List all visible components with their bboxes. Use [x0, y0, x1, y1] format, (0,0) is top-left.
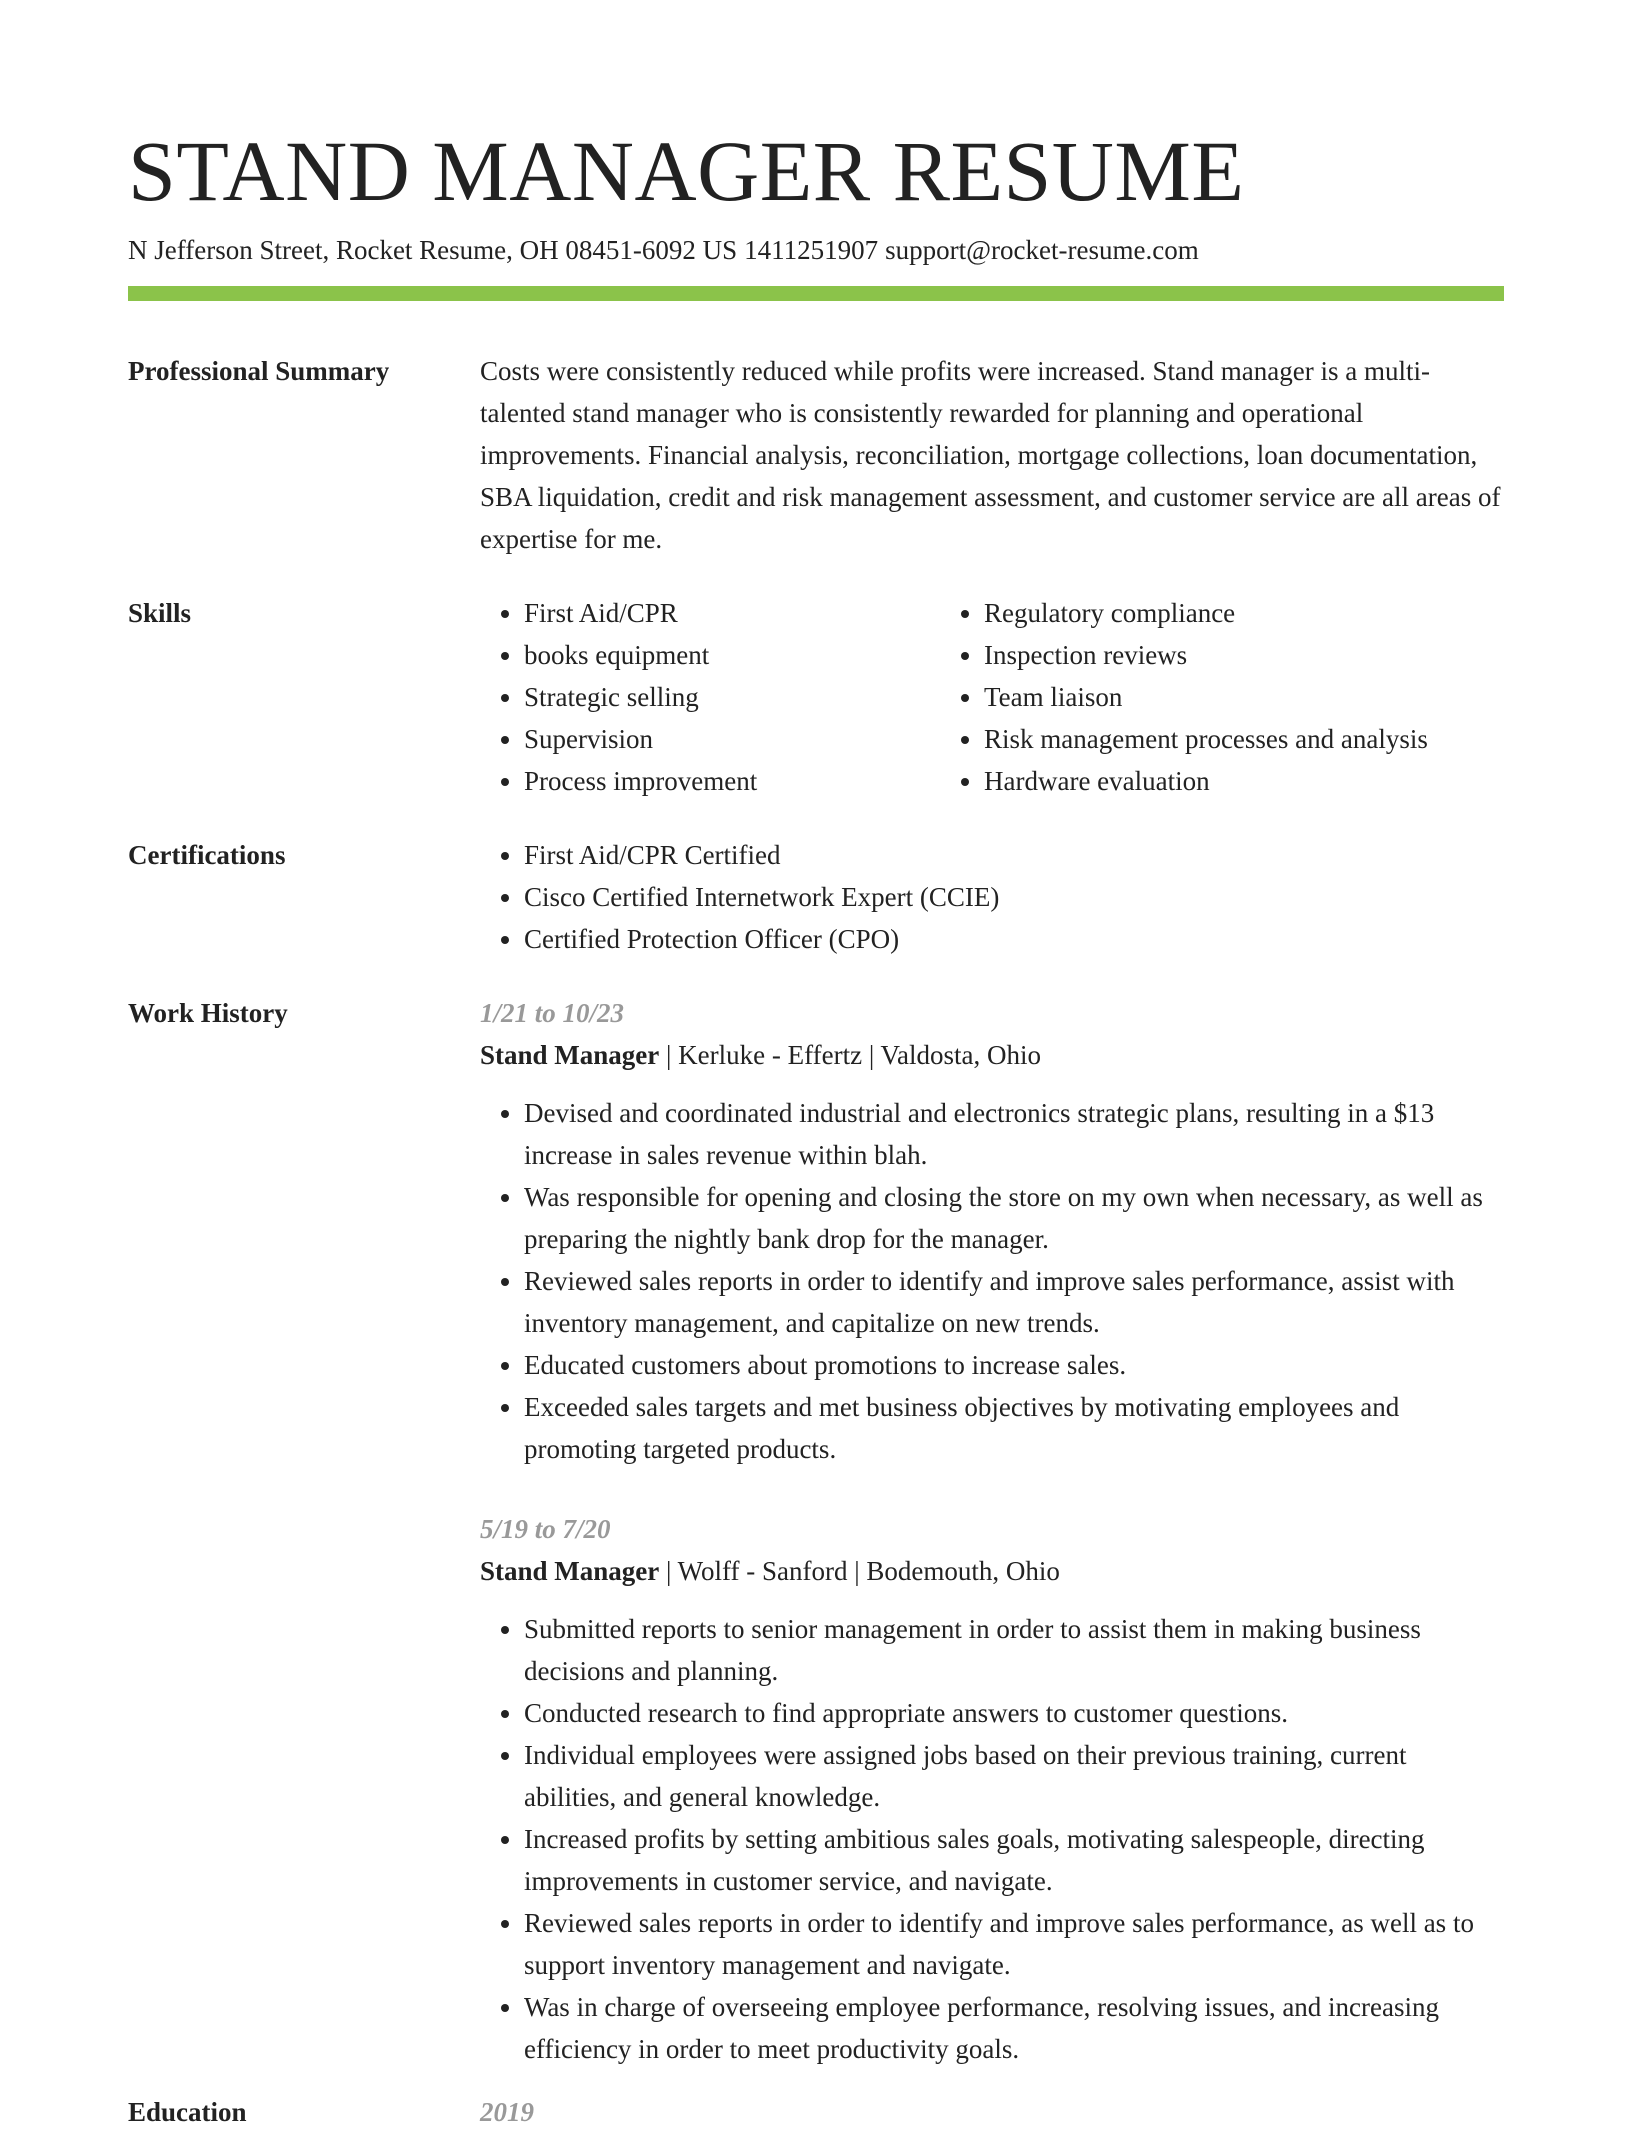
work-history-heading: Work History	[128, 998, 288, 1028]
list-item: • Supervision	[524, 718, 940, 760]
skills-list-left	[480, 592, 940, 802]
list-item: • Reviewed sales reports in order to identify and improve sales performance, assist with inventory management, and capitalize on new trends.	[524, 1260, 1504, 1344]
list-item: • Strategic selling	[524, 676, 940, 718]
list-item: • Hardware evaluation	[984, 760, 1504, 802]
contact-line	[128, 232, 1199, 268]
certifications-heading: Certifications	[128, 840, 286, 870]
list-item: • Inspection reviews	[984, 634, 1504, 676]
list-item: • Was in charge of overseeing employee performance, resolving issues, and increasing efficiency in order to meet productivity goals.	[524, 1986, 1504, 2070]
job-bullets	[480, 1608, 1504, 2070]
list-item: • Exceeded sales targets and met business objectives by motivating employees and promoting targeted products.	[524, 1386, 1504, 1470]
header-divider	[128, 286, 1504, 301]
job-details: | Kerluke - Effertz | Valdosta, Ohio	[659, 1040, 1041, 1070]
job-bullets	[480, 1092, 1504, 1470]
job-role: Stand Manager	[480, 1040, 660, 1070]
job-details: | Wolff - Sanford | Bodemouth, Ohio	[659, 1556, 1060, 1586]
job-dates: 5/19 to 7/20	[480, 1514, 611, 1544]
list-item: • Conducted research to find appropriate answers to customer questions.	[524, 1692, 1504, 1734]
list-item: • First Aid/CPR	[524, 592, 940, 634]
list-item: • Devised and coordinated industrial and electronics strategic plans, resulting in a $13 increase in sales revenue within blah.	[524, 1092, 1504, 1176]
job-entry	[480, 1508, 1504, 2070]
list-item: • Increased profits by setting ambitious sales goals, motivating salespeople, directing improvements in customer service, and navigate.	[524, 1818, 1504, 1902]
job-dates: 1/21 to 10/23	[480, 998, 625, 1028]
summary-heading: Professional Summary	[128, 356, 390, 386]
skills-heading: Skills	[128, 598, 192, 628]
education-year: 2019	[480, 2097, 534, 2127]
job-title-line	[480, 1034, 1504, 1076]
job-role: Stand Manager	[480, 1556, 660, 1586]
list-item: • Team liaison	[984, 676, 1504, 718]
list-item: • Educated customers about promotions to increase sales.	[524, 1344, 1504, 1386]
list-item: • Cisco Certified Internetwork Expert (CCIE)	[524, 876, 1504, 918]
skills-list-right	[940, 592, 1504, 802]
list-item: • Individual employees were assigned jobs based on their previous training, current abilities, and general knowledge.	[524, 1734, 1504, 1818]
list-item: • Regulatory compliance	[984, 592, 1504, 634]
resume-title: STAND MANAGER RESUME	[128, 123, 1245, 219]
list-item: • Risk management processes and analysis	[984, 718, 1504, 760]
list-item: • Submitted reports to senior management in order to assist them in making business decisions and planning.	[524, 1608, 1504, 1692]
address: N Jefferson Street, Rocket Resume, OH 08451-6092 US	[128, 235, 738, 265]
education-heading: Education	[128, 2097, 247, 2127]
email[interactable]: support@rocket-resume.com	[885, 235, 1199, 265]
list-item: • Certified Protection Officer (CPO)	[524, 918, 1504, 960]
phone: 1411251907	[744, 235, 879, 265]
list-item: • Reviewed sales reports in order to identify and improve sales performance, as well as to support inventory management and navigate.	[524, 1902, 1504, 1986]
list-item: • Was responsible for opening and closing the store on my own when necessary, as well as preparing the nightly bank drop for the manager.	[524, 1176, 1504, 1260]
job-entry	[480, 992, 1504, 1470]
summary-text: Costs were consistently reduced while profits were increased. Stand manager is a multi-talented stand manager who is consistently rewarded for planning and operational improvements. Financial analysis, reconciliation, mortgage collections, loan documentation, SBA liquidation, credit and risk management assessment, and customer service are all areas of expertise for me.	[480, 356, 1501, 554]
list-item: • Process improvement	[524, 760, 940, 802]
list-item: • First Aid/CPR Certified	[524, 834, 1504, 876]
list-item: • books equipment	[524, 634, 940, 676]
certifications-list	[480, 834, 1504, 960]
job-title-line	[480, 1550, 1504, 1592]
